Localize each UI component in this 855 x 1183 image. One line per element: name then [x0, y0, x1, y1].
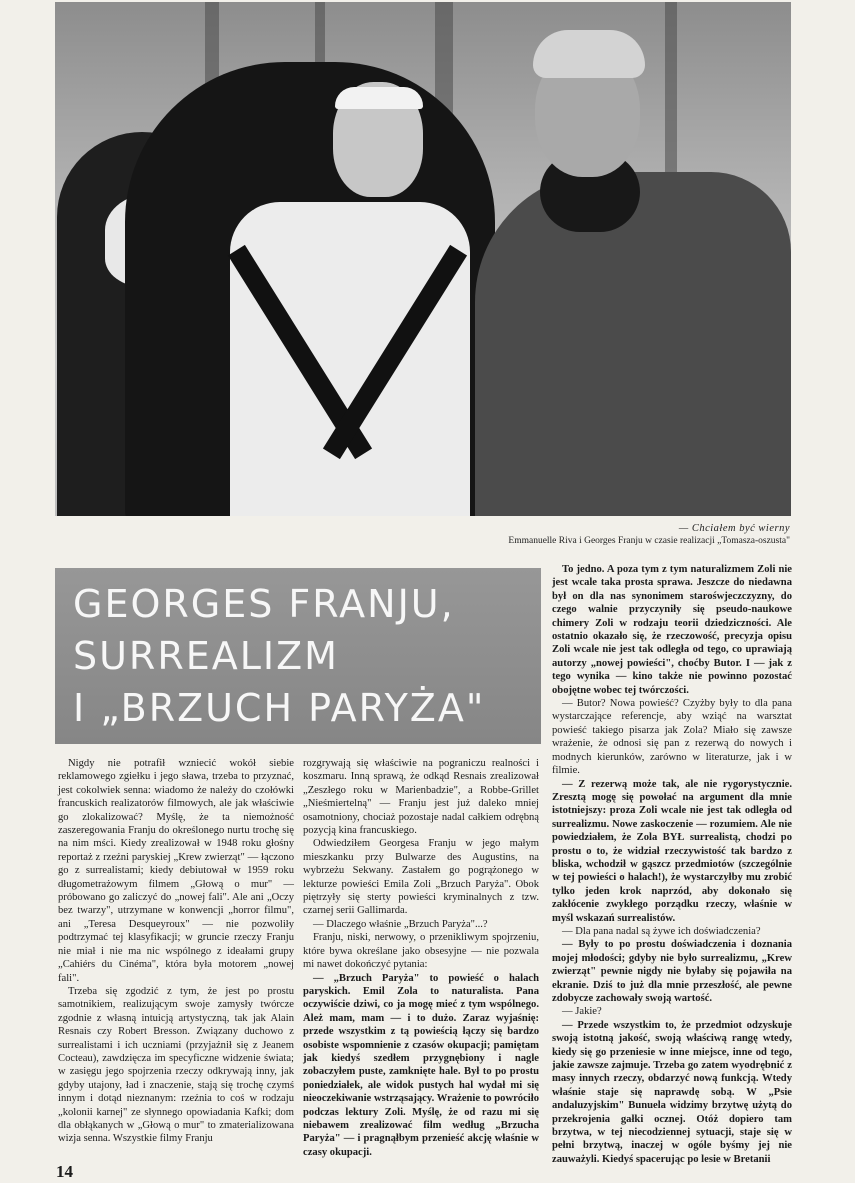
headline-line-2: SURREALIZM: [73, 634, 339, 678]
paragraph: Odwiedziłem Georgesa Franju w jego małym mieszkanku przy Bulwarze des Augustins, na wybrzeżu Sekwany. Zastałem go pogrążonego w lekturze powieści Emila Zoli „Brzuch Paryża". Obok piętrzyły się sterty powieści kryminalnych z tzw. czarnej serii Gallimarda.: [303, 838, 539, 917]
article-column-2: [303, 757, 539, 1159]
paragraph-bold: To jedno. A poza tym z tym naturalizmem Zoli nie jest wcale taka prosta sprawa. Jeszcze do niedawna był on dla nas synonimem starośwjeczczyzny, do czego walnie przyczyniły się pseudo-naukowe chimery Zoli w rodzaju teorii dziedziczności. Ale ostatnio okazało się, że rzeczowość, precyzja opisu Zoli wcale nie jest tak odległa od tego, co uprawiają autorzy „nowej powieści", choćby Butor. I — jak z tego wynika — kino także nie powinno pozostać obojętne wobec tej twórczości.: [552, 564, 792, 696]
paragraph: Nigdy nie potrafił wzniecić wokół siebie reklamowego zgiełku i jego sława, trzeba to przyznać, jest cokolwiek senna: wiadomo że należy do czołówki francuskich realizatorów filmowych, ale jak właściwie go zlokalizować? Myślę, że ta niemożność zaszeregowania Franju do określonego nurtu trochę się na nim mści. Kiedy zrealizował w 1948 roku głośny reportaż z rzeźni paryskiej „Krew zwierząt" — łączono go z surrealistami; kiedy debiutował w 1959 roku długometrażowym filmem „Głową o mur" — próbowano go zaliczyć do „nowej fali". Ale ani „Oczy bez twarzy", utrzymane w konwencji „horror filmu", ani „Teresa Desqueyroux" — nie pozwoliły podtrzymać tej klasyfikacji; w gruncie rzeczy Franju nie miał i nie ma nic wspólnego z ideałami grupy „Cahiérs du Cinéma", która była motorem „nowej fali".: [58, 758, 294, 984]
paragraph: — Jakie?: [562, 1006, 602, 1018]
caption-quote: — Chciałem być wierny: [678, 523, 790, 534]
film-still-photo: [55, 2, 791, 516]
paragraph-bold: — Były to po prostu doświadczenia i doznania mojej młodości; gdyby nie było surrealizmu, „Krew zwierząt" pewnie nigdy nie byłaby się pojawiła na ekranie. Dziś to już dla mnie przeszłość, ale pewne zdobycze zachowały swoją wartość.: [552, 939, 792, 1004]
background-beam: [665, 2, 677, 172]
paragraph: — Dla pana nadal są żywe ich doświadczenia?: [562, 925, 761, 937]
paragraph: Franju, niski, nerwowy, o przenikliwym spojrzeniu, które bywa określane jako obsesyjne — nie pozwala mi nawet dokończyć pytania:: [303, 932, 539, 971]
headline-line-3: I „BRZUCH PARYŻA": [73, 686, 486, 730]
paragraph: Trzeba się zgodzić z tym, że jest po prostu samotnikiem, realizującym swoje zamysły twórcze zgodnie z własną intuicją artystyczną, tak jak Alain Resnais czy Robert Bresson. Związany duchowo z surrealistami i ich uczniami (przyjaźnił się z Jeanem Cocteau), zawdzięcza im specyficzne widzenie świata; w zasięgu jego spojrzenia rzeczy odkrywają inny, jak gdyby utajony, ład i znaczenie, stają się trochę czymś innym i dotąd nieznanym: rzeźnia to coś w rodzaju „kolonii karnej" ze słynnego opowiadania Kafki; dom dla obłąkanych w „Głową o mur" to zmaterializowana wizja senna. Wszystkie filmy Franju: [58, 985, 294, 1145]
nun-main-dress: [230, 202, 470, 516]
man-hair: [533, 30, 645, 78]
paragraph-bold: — „Brzuch Paryża" to powieść o halach paryskich. Emil Zola to naturalista. Pana oczywiście dziwi, co ja mogę mieć z tym wspólnego. Ależ mam, mam — i to dużo. Zaraz wyjaśnię: przede wszystkim z tą powieścią łączy się bardzo osobiste wspomnienie z czasów okupacji; pamiętam jak kiedyś szedłem przygnębiony i nagle zobaczyłem puste, zamknięte hale. Był to po prostu poniedziałek, ale widok pustych hal wydał mi się nieoczekiwanie wstrząsający. Wrażenie to powróciło podczas lektury Zoli. Myślę, że od razu mi się niebawem zrealizować film według „Brzucha Paryża" — i pragnąłbym przenieść akcję właśnie w czasy okupacji.: [303, 972, 539, 1158]
article-column-1: [58, 757, 294, 1146]
nun-main-headband: [335, 87, 423, 109]
article-column-3: [552, 563, 792, 1166]
photo-caption: [170, 522, 790, 548]
paragraph: rozgrywają się właściwie na pograniczu realności i koszmaru. Inną sprawą, że odkąd Resnais zrealizował „Zeszłego roku w Marienbadzie", a Robbe-Grillet „Nieśmiertelną" — Franju jest już daleko mniej osamotniony, chociaż pozostaje nadal całkiem odrębną pozycją kina francuskiego.: [303, 758, 539, 837]
man-jacket: [475, 172, 791, 516]
paragraph-bold: — Z rezerwą może tak, ale nie rygorystycznie. Zresztą mogę się powołać na argument dla mnie istotniejszy: proza Zoli wcale nie jest tak odległa od surrealizmu. Nowe zaskoczenie — rozumiem. Ale nie powiedziałem, że Zola BYŁ surrealistą, chodzi po prostu o to, że widział rzeczywistość tak bardzo z bliska, wchodził w gąszcz przedmiotów (szczególnie w tej powieści o halach!), że wystarczyłby mu zrobić tylko jeden krok naprzód, aby dokonało się zakłócenie zwykłego porządku rzeczy, właśnie w myśl wskazań surrealistów.: [552, 778, 792, 924]
paragraph: — Dlaczego właśnie „Brzuch Paryża"...?: [313, 918, 488, 930]
paragraph-bold: — Przede wszystkim to, że przedmiot odzyskuje swoją istotną jakość, swoją właściwą rangę wtedy, kiedy się go przeniesie w inne miejsce, inne od tego, jakie zawsze zajmuje. Trzeba go zatem wyodrębnić z masy innych rzeczy, obdarzyć nową funkcją. Wtedy właśnie staje się naprawdę sobą. W „Psie andaluzyjskim" Bunuela widzimy brzytwę użytą do przekrojenia gałki ocznej. Otóż dopiero tam brzytwa, w tej niecodziennej sytuacji, staje się w pełni brzytwą, inaczej w ogóle byśmy jej nie zauważyli. Kiedyś spacerując po lesie w Bretanii: [552, 1019, 792, 1165]
headline-line-1: GEORGES FRANJU,: [73, 582, 455, 626]
paragraph: — Butor? Nowa powieść? Czyżby były to dla pana wystarczające referencje, aby wziąć na warsztat powieść takiego pisarza jak Zola? Miało się zawsze wrażenie, że odnosi się pan z rezerwą do nowych i modnych kierunków, zarówno w literaturze, jak i w filmie.: [552, 698, 792, 777]
page-number: 14: [56, 1162, 73, 1181]
caption-credit: Emmanuelle Riva i Georges Franju w czasie realizacji „Tomasza-oszusta": [508, 536, 790, 546]
headline-box: [55, 568, 541, 744]
